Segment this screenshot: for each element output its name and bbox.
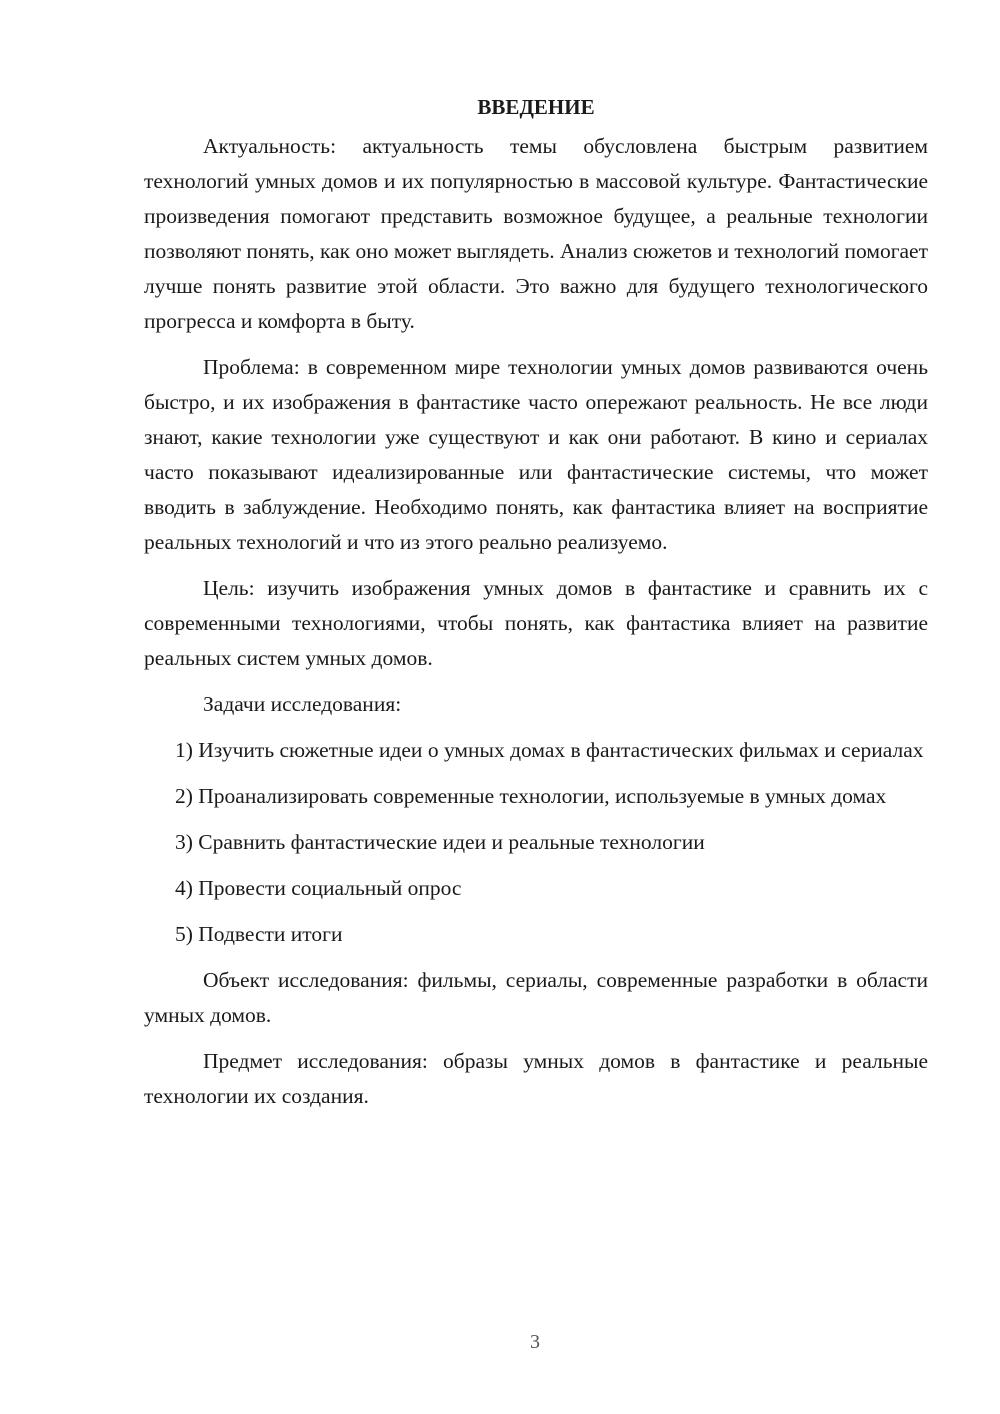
page-number: 3	[530, 1331, 540, 1353]
problem-paragraph: Проблема: в современном мире технологии умных домов развиваются очень быстро, и их изображения в фантастике часто опережают реальность. Не все люди знают, какие технологии уже существуют и как они работают. В кино и сериалах часто показывают идеализированные или фантастические системы, что может вводить в заблуждение. Необходимо понять, как фантастика влияет на восприятие реальных технологий и что из этого реально реализуемо.	[144, 355, 928, 554]
tasks-list	[144, 733, 928, 952]
goal-paragraph: Цель: изучить изображения умных домов в фантастике и сравнить их с современными технологиями, чтобы понять, как фантастика влияет на развитие реальных систем умных домов.	[144, 576, 928, 670]
task-item: 2) Проанализировать современные технологии, используемые в умных домах	[175, 784, 887, 808]
relevance-paragraph: Актуальность: актуальность темы обусловлена быстрым развитием технологий умных домов и их популярностью в массовой культуре. Фантастические произведения помогают представить возможное будущее, а реальные технологии позволяют понять, как оно может выглядеть. Анализ сюжетов и технологий помогает лучше понять развитие этой области. Это важно для будущего технологического прогресса и комфорта в быту.	[144, 134, 928, 333]
task-item: 4) Провести социальный опрос	[175, 876, 462, 900]
page-title: ВВЕДЕНИЕ	[477, 95, 595, 119]
task-item: 3) Сравнить фантастические идеи и реальные технологии	[175, 830, 705, 854]
subject-paragraph: Предмет исследования: образы умных домов в фантастике и реальные технологии их создания.	[144, 1049, 928, 1108]
tasks-heading: Задачи исследования:	[203, 692, 402, 716]
object-paragraph: Объект исследования: фильмы, сериалы, современные разработки в области умных домов.	[144, 968, 928, 1027]
task-item: 5) Подвести итоги	[175, 922, 343, 946]
task-item: 1) Изучить сюжетные идеи о умных домах в фантастических фильмах и сериалах	[175, 738, 924, 762]
document-page	[144, 90, 928, 1125]
